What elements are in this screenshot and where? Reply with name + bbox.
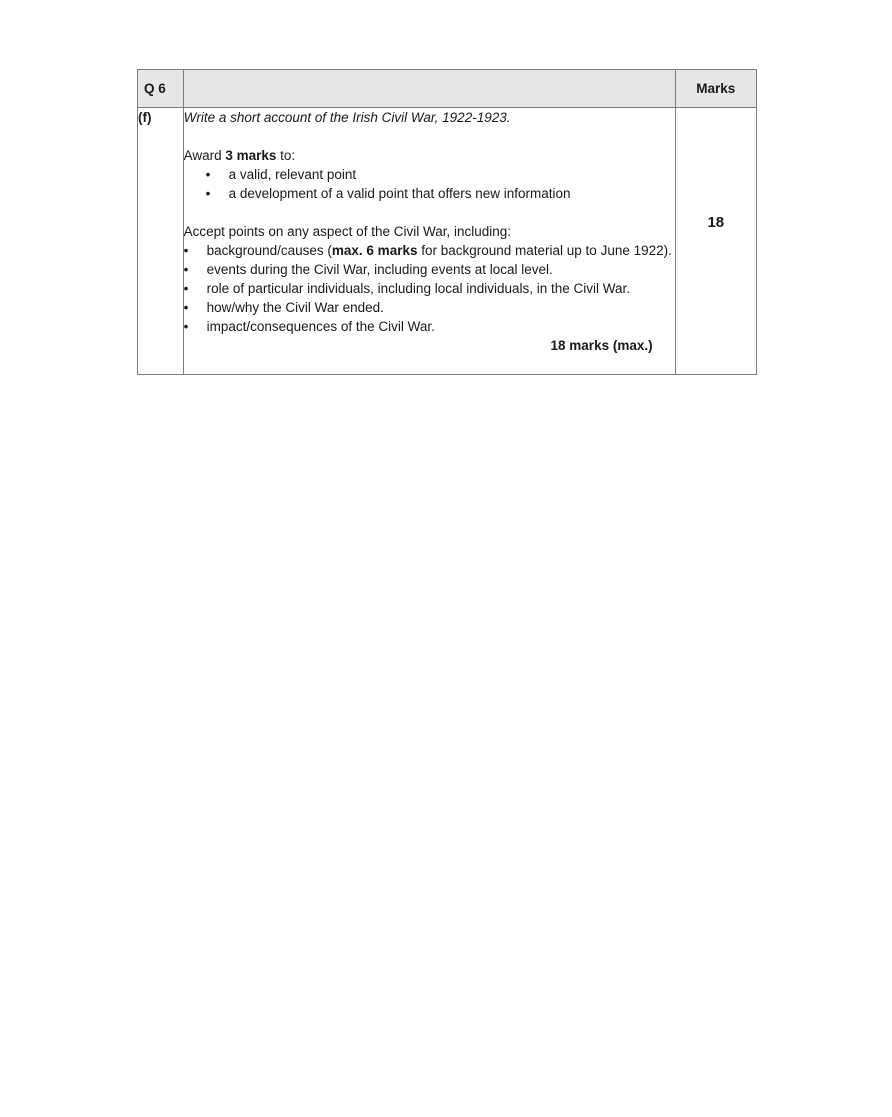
- list-item: • a valid, relevant point: [205, 167, 357, 182]
- marking-scheme-table: [137, 69, 757, 375]
- question-number-header: Q 6: [138, 70, 184, 108]
- bullet-icon: •: [183, 281, 189, 296]
- list-item: • impact/consequences of the Civil War.: [183, 319, 435, 334]
- award-instruction: Award 3 marks to:: [183, 148, 296, 163]
- bullet-icon: •: [183, 319, 189, 334]
- marks-value: 18: [675, 108, 756, 375]
- part-label: (f): [138, 108, 184, 375]
- question-text: Write a short account of the Irish Civil War, 1922-1923.: [183, 110, 511, 125]
- list-item: • a development of a valid point that offers new information: [205, 186, 571, 201]
- bullet-icon: •: [205, 167, 211, 182]
- list-item: • events during the Civil War, including events at local level.: [183, 262, 553, 277]
- accept-intro: Accept points on any aspect of the Civil War, including:: [183, 224, 511, 239]
- bullet-icon: •: [205, 186, 211, 201]
- content-header: [183, 70, 675, 108]
- marks-header: Marks: [675, 70, 756, 108]
- accept-points-list: [184, 241, 675, 336]
- bullet-icon: •: [183, 300, 189, 315]
- list-item: • role of particular individuals, including local individuals, in the Civil War.: [183, 281, 631, 296]
- total-marks-note: 18 marks (max.): [550, 338, 653, 353]
- award-criteria-list: [184, 165, 675, 203]
- bullet-icon: •: [183, 243, 189, 258]
- table-row: [138, 108, 757, 375]
- table-header-row: [138, 70, 757, 108]
- bullet-icon: •: [183, 262, 189, 277]
- marking-guidance: [183, 108, 675, 375]
- list-item: • how/why the Civil War ended.: [183, 300, 384, 315]
- list-item: • background/causes (max. 6 marks for background material up to June 1922).: [183, 243, 672, 258]
